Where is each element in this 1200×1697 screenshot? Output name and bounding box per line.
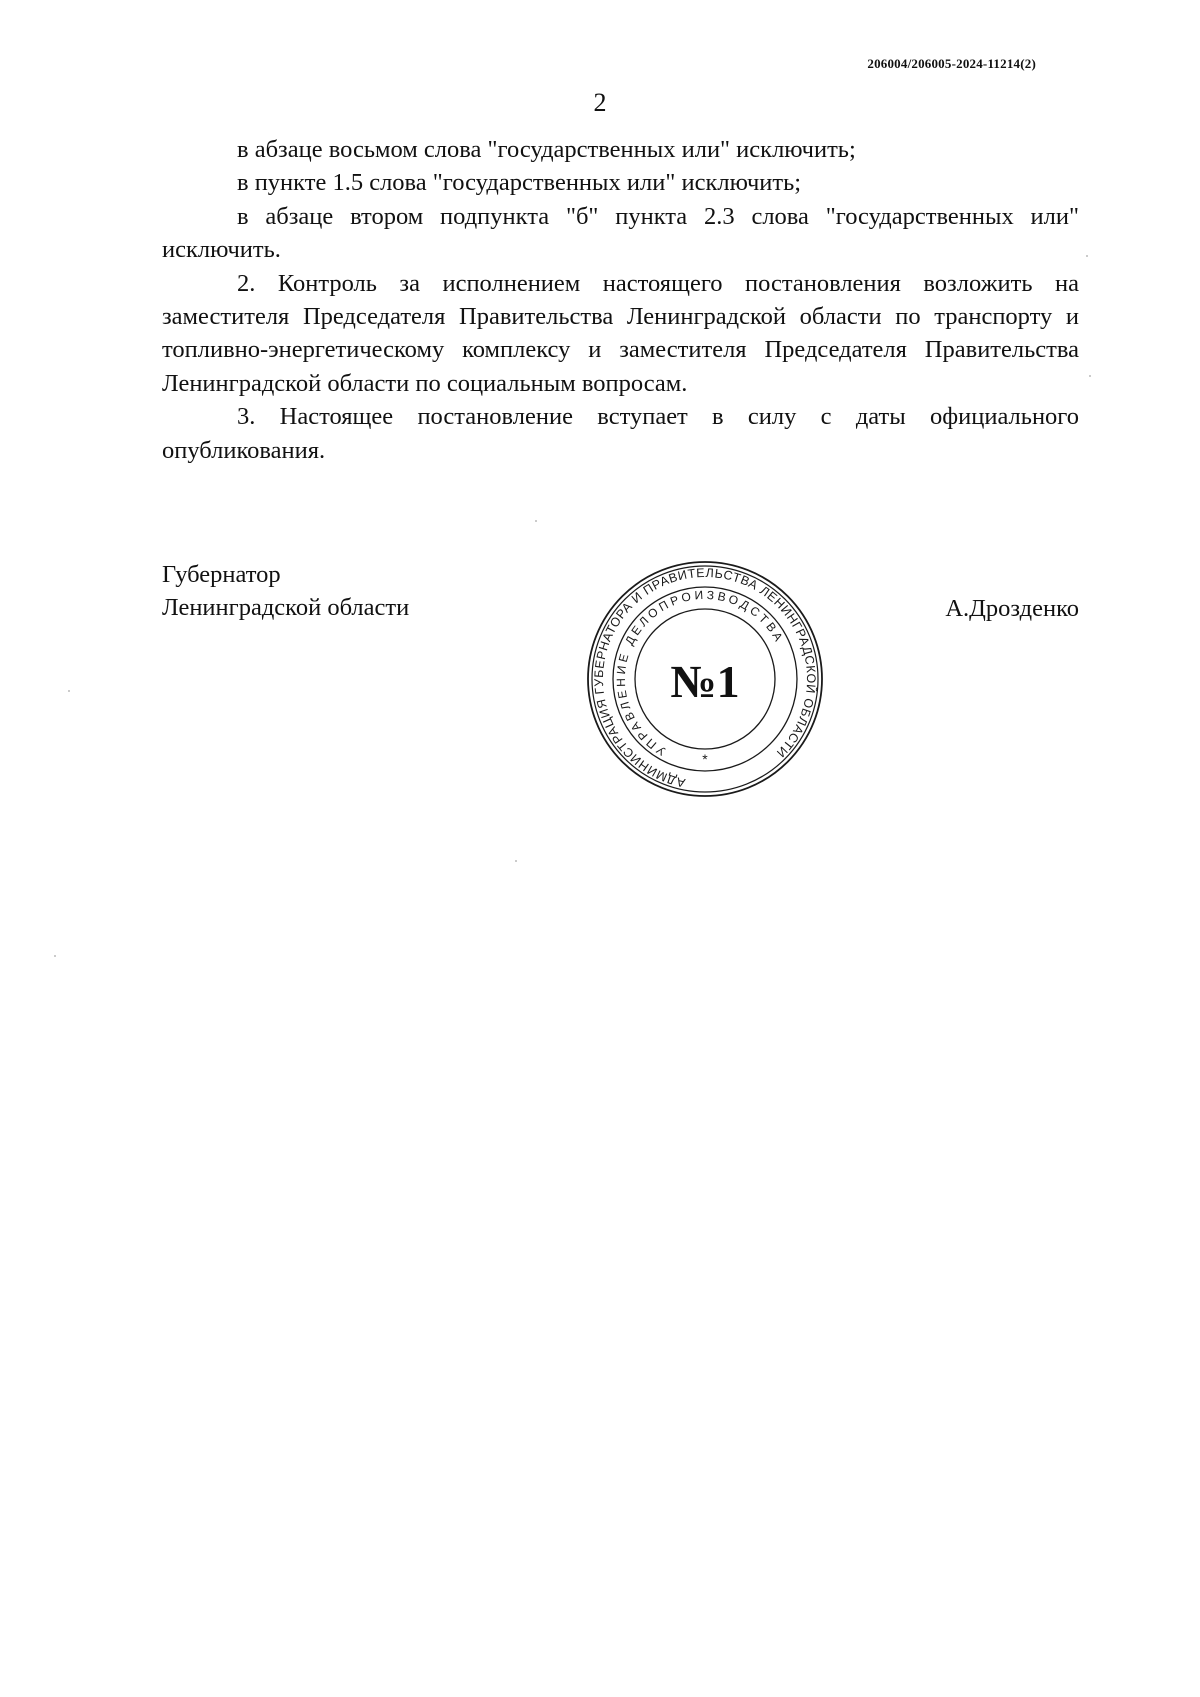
seal-center-number: №1 <box>670 656 740 707</box>
official-seal <box>585 559 825 799</box>
paragraph-amendment-3: в абзаце втором подпункта "б" пункта 2.3 слова "государственных или" исключить. <box>162 202 1079 264</box>
scan-speck <box>54 955 56 957</box>
seal-graphic <box>585 559 825 799</box>
document-id: 206004/206005-2024-11214(2) <box>867 56 1036 71</box>
seal-inner-ring-text: УПРАВЛЕНИЕ ДЕЛОПРОИЗВОДСТВА <box>613 587 788 759</box>
paragraph-amendment-1: в абзаце восьмом слова "государственных или" исключить; <box>237 136 856 163</box>
scan-speck <box>1089 375 1091 377</box>
scan-speck <box>535 520 537 522</box>
paragraph-effective-date: 3. Настоящее постановление вступает в силу с даты официального опубликования. <box>162 403 1079 464</box>
signatory-position <box>162 558 409 625</box>
seal-star-icon: * <box>702 751 708 767</box>
scan-speck <box>68 690 70 692</box>
document-body <box>162 133 1079 467</box>
seal-outer-ring-text: АДМИНИСТРАЦИЯ ГУБЕРНАТОРА И ПРАВИТЕЛЬСТВА ЛЕНИНГРАДСКОЙ ОБЛАСТИ <box>591 565 819 790</box>
signatory-title: Губернатор <box>162 561 281 588</box>
paragraph-amendment-2: в пункте 1.5 слова "государственных или" исключить; <box>237 169 802 197</box>
scan-speck <box>515 860 517 862</box>
scan-speck <box>1086 255 1088 257</box>
page-number: 2 <box>593 88 607 117</box>
paragraph-control: 2. Контроль за исполнением настоящего постановления возложить на заместителя Председателя Правительства Ленинградской области по транспорту и топливно-энергетическому комплексу и заместителя Председателя Правительства Ленинградской области по социальным вопросам. <box>162 269 1079 397</box>
signatory-name: А.Дрозденко <box>945 595 1079 622</box>
signatory-region: Ленинградской области <box>162 594 410 622</box>
